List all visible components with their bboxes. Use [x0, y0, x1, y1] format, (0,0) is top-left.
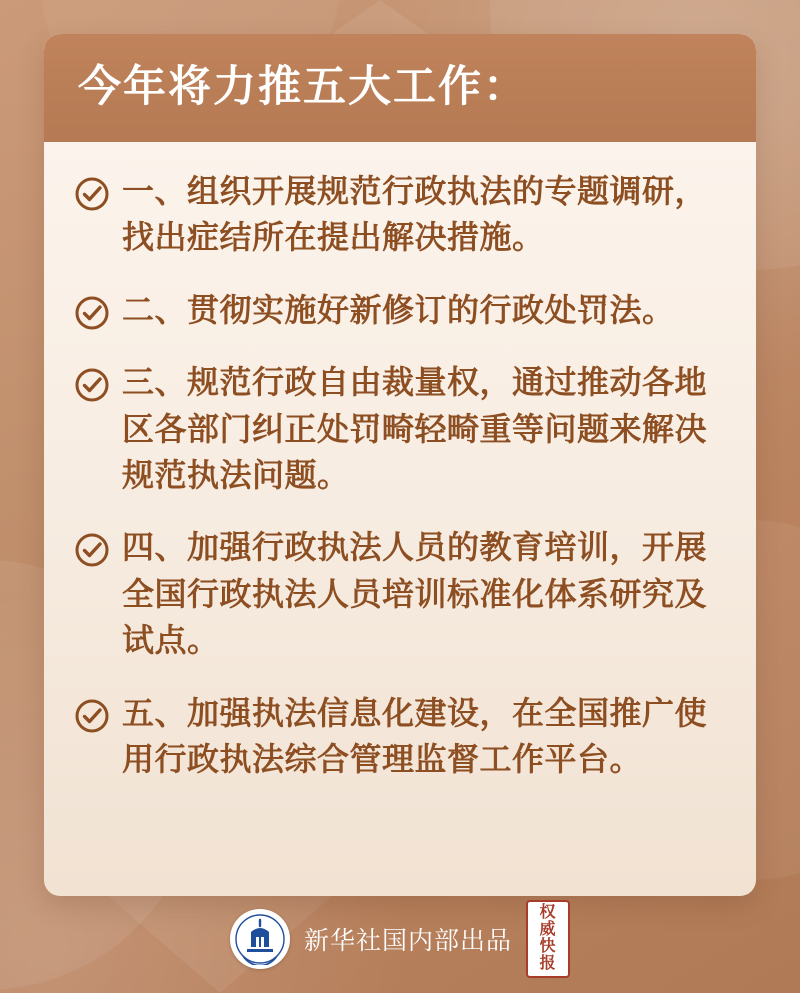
list-item	[74, 359, 722, 498]
page-title: 今年将力推五大工作：	[78, 63, 528, 112]
list-item	[74, 690, 722, 783]
list-item-text: 三、规范行政自由裁量权，通过推动各地区各部门纠正处罚畸轻畸重等问题来解决规范执法问题。	[122, 364, 708, 493]
list-item	[74, 524, 722, 663]
status-badge	[526, 900, 570, 977]
badge-line-2: 快报	[539, 938, 557, 972]
list-item-text: 二、贯彻实施好新修订的行政处罚法。	[122, 291, 675, 328]
check-circle-icon	[74, 532, 110, 568]
footer-credit: 新华社国内部出品	[303, 927, 512, 955]
check-circle-icon	[74, 367, 110, 403]
xinhua-logo-icon	[230, 909, 290, 969]
check-circle-icon	[74, 295, 110, 331]
list-item	[74, 287, 722, 333]
list-item	[74, 168, 722, 261]
list-item-text: 四、加强行政执法人员的教育培训，开展全国行政执法人员培训标准化体系研究及试点。	[122, 529, 708, 659]
footer	[0, 897, 800, 981]
list-item-text: 一、组织开展规范行政执法的专题调研，找出症结所在提出解决措施。	[122, 173, 708, 256]
card-header	[44, 34, 756, 142]
check-circle-icon	[74, 698, 110, 734]
badge-line-1: 权威	[539, 904, 557, 939]
list-item-text: 五、加强执法信息化建设，在全国推广使用行政执法综合管理监督工作平台。	[122, 694, 708, 777]
work-items-list	[44, 142, 756, 782]
content-card	[44, 34, 756, 896]
check-circle-icon	[74, 176, 110, 212]
